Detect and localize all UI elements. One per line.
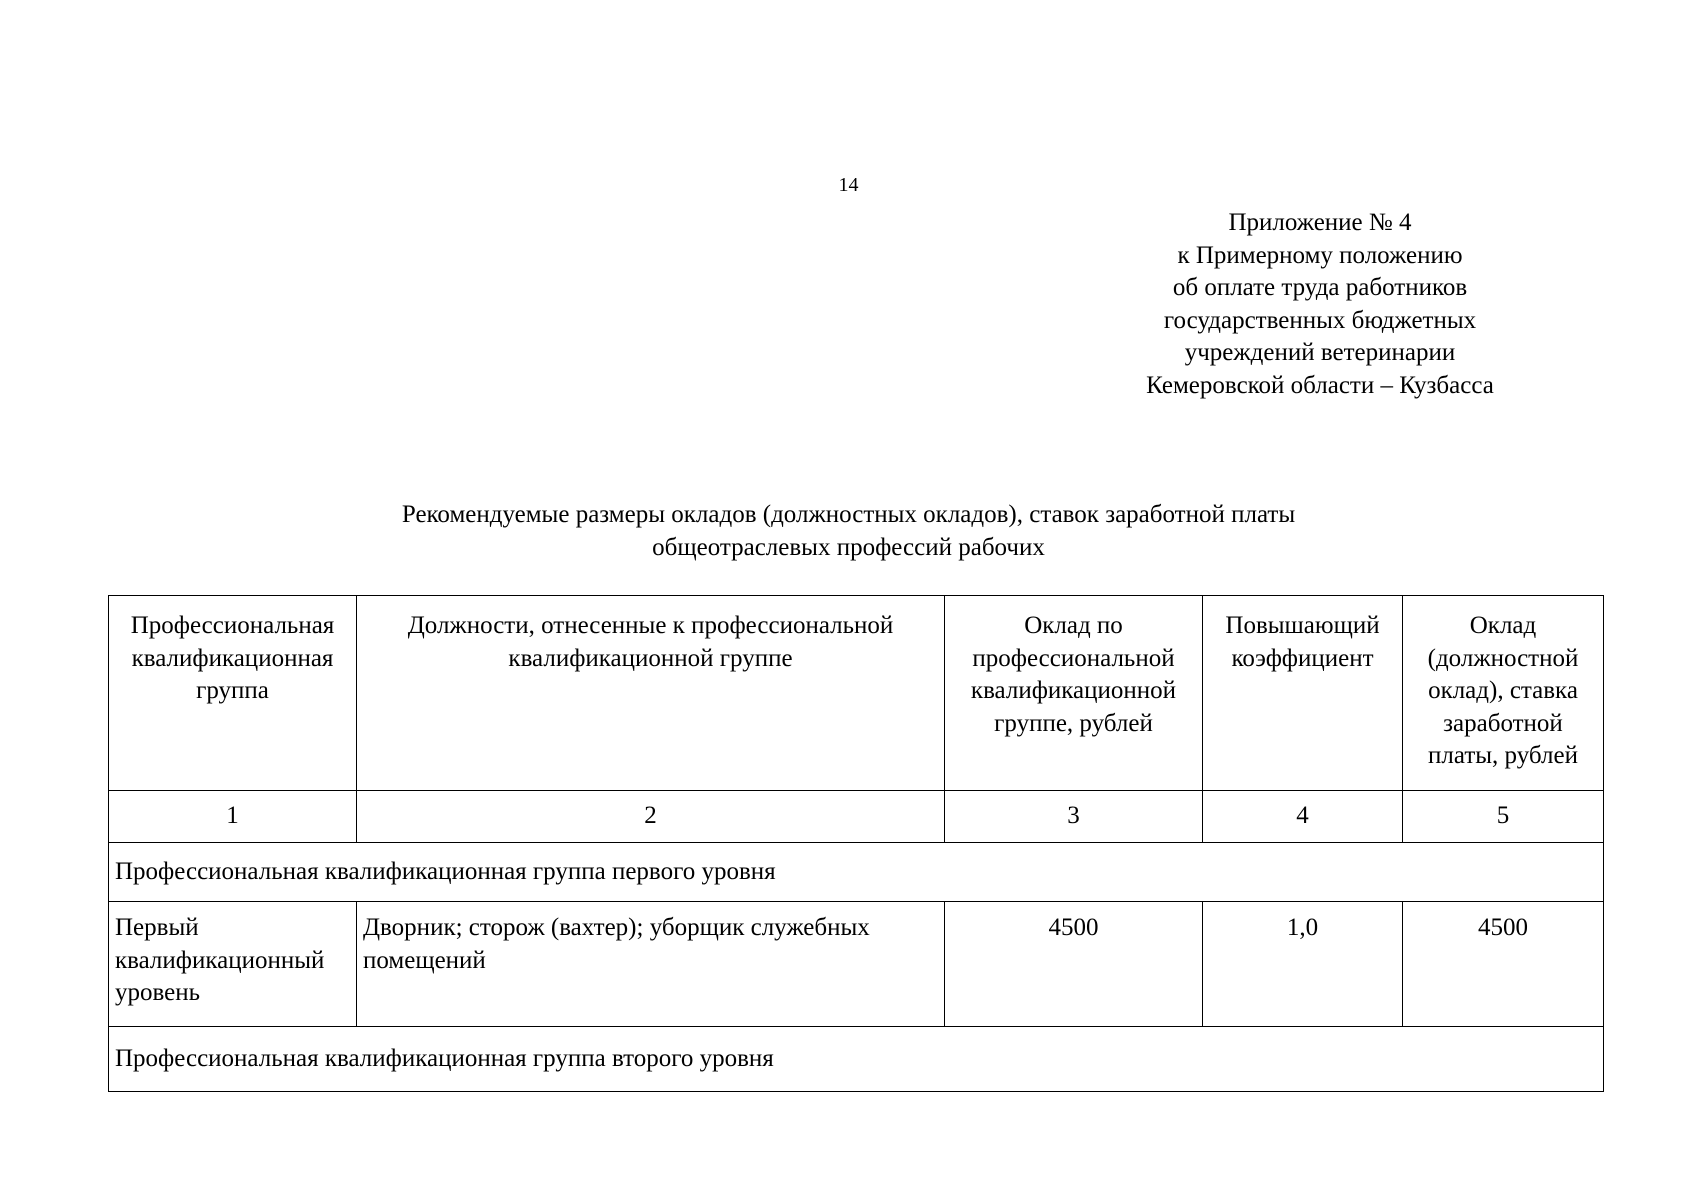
appendix-line: учреждений ветеринарии (1184, 339, 1456, 366)
header-cell-coefficient: Повышающий коэффициент (1203, 596, 1403, 791)
column-number: 2 (357, 791, 945, 843)
group-title-row (109, 843, 1604, 902)
group-title-second-level: Профессиональная квалификационная группа второго уровня (109, 1027, 1604, 1092)
header-cell-group-salary: Оклад по профессиональной квалификационной группе, рублей (945, 596, 1203, 791)
appendix-line: Кемеровской области – Кузбасса (1146, 371, 1494, 399)
salary-cell: 4500 (1403, 902, 1604, 1027)
group-title-row (109, 1027, 1604, 1092)
table-row (109, 902, 1604, 1027)
table-header-row (109, 596, 1604, 791)
qualification-level-cell: Первый квалификационный уровень (109, 902, 357, 1027)
appendix-line: к Примерному положению (1177, 241, 1463, 269)
coefficient-cell: 1,0 (1203, 902, 1403, 1027)
header-cell-group: Профессиональная квалификационная группа (109, 596, 357, 791)
document-title-line-1: Рекомендуемые размеры окладов (должностных окладов), ставок заработной платы (401, 501, 1296, 528)
positions-cell: Дворник; сторож (вахтер); уборщик служебных помещений (357, 902, 945, 1027)
column-number: 4 (1203, 791, 1403, 843)
appendix-line: об оплате труда работников (1172, 274, 1468, 301)
group-title-first-level: Профессиональная квалификационная группа первого уровня (109, 843, 1604, 902)
column-number: 1 (109, 791, 357, 843)
salary-table (108, 595, 1604, 1092)
column-number-row (109, 791, 1604, 843)
document-title (0, 498, 1697, 564)
appendix-line: государственных бюджетных (1163, 306, 1477, 334)
group-salary-cell: 4500 (945, 902, 1203, 1027)
header-cell-positions: Должности, отнесенные к профессиональной квалификационной группе (357, 596, 945, 791)
column-number: 5 (1403, 791, 1604, 843)
header-cell-salary: Оклад (должностной оклад), ставка заработной платы, рублей (1403, 596, 1604, 791)
page-number: 14 (838, 174, 859, 196)
column-number: 3 (945, 791, 1203, 843)
document-title-line-2: общеотраслевых профессий рабочих (652, 534, 1045, 561)
appendix-block (1100, 207, 1540, 402)
appendix-line: Приложение № 4 (1228, 209, 1412, 236)
